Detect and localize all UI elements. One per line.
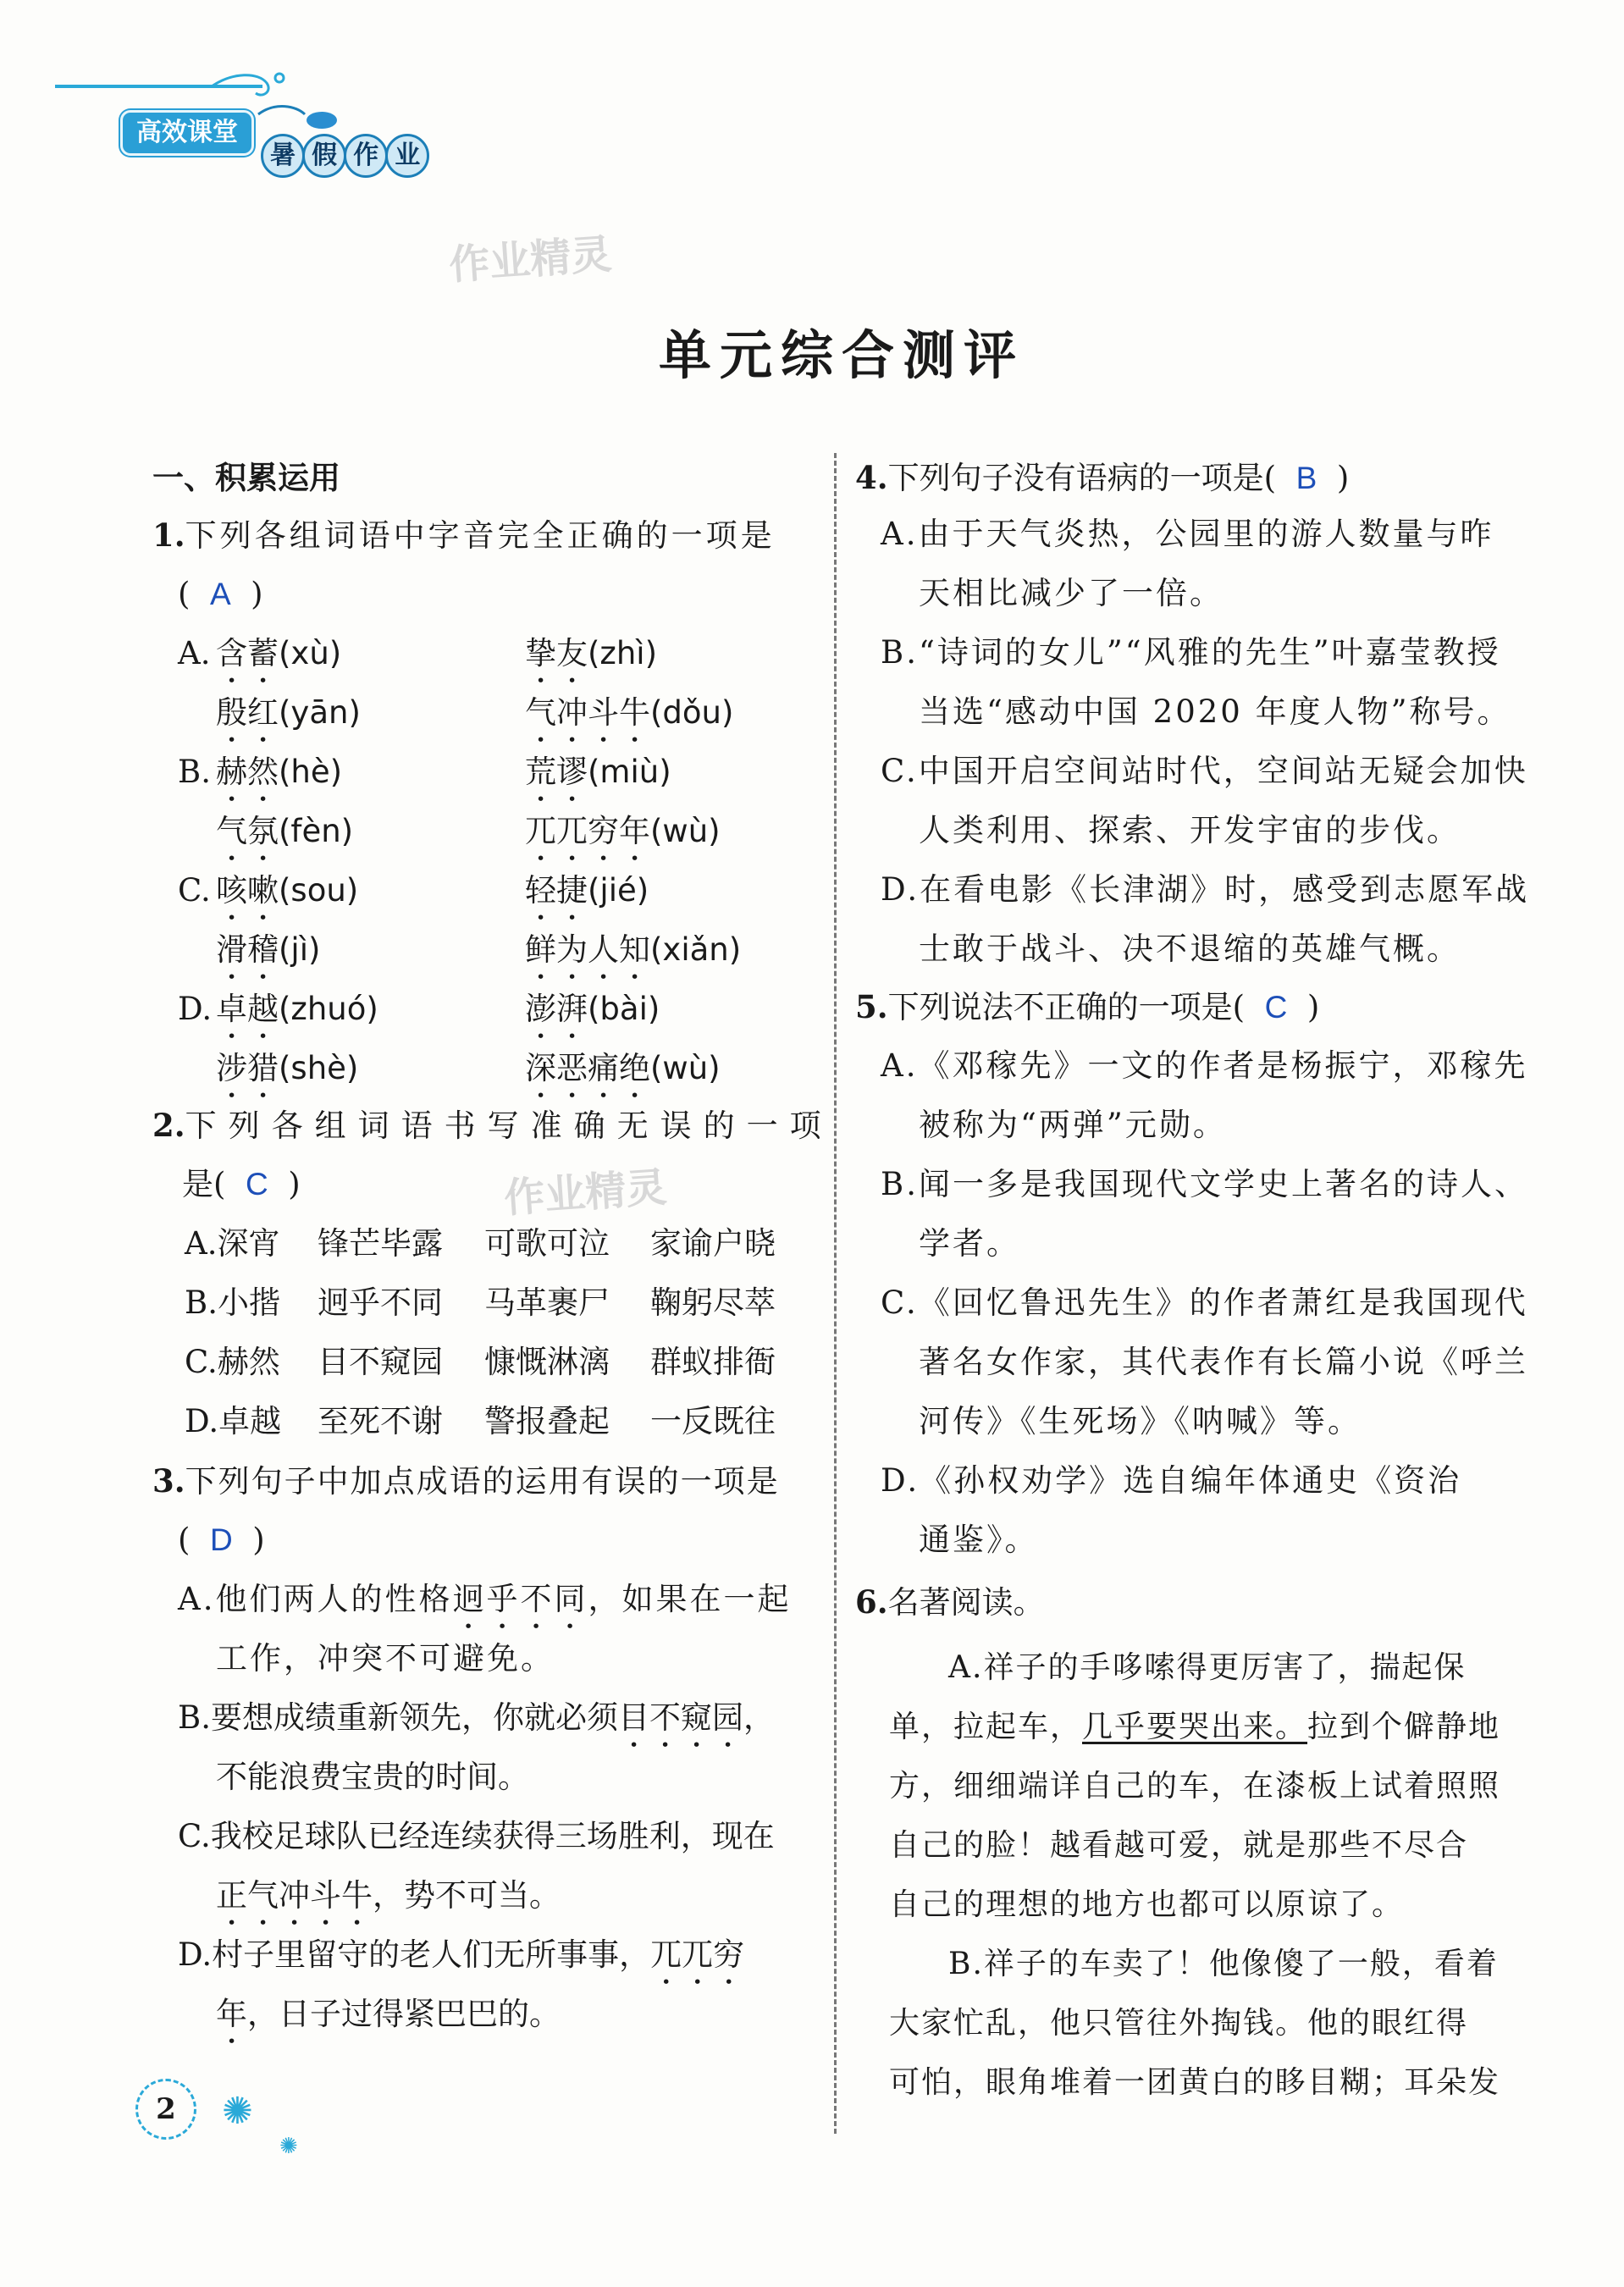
- dotted-word: 气氛: [216, 813, 279, 849]
- question-number: 6.: [855, 1583, 888, 1621]
- option-row: [178, 989, 821, 1046]
- option-label-word: D.卓越: [185, 1403, 282, 1439]
- option-text: ，日子过得紧巴巴的。: [247, 1996, 561, 2032]
- option-row: [178, 1048, 821, 1105]
- option-line: D.在看电影《长津湖》时，感受到志愿军战: [881, 871, 1530, 908]
- option-b: [178, 1698, 775, 1754]
- flower-icon: ✺: [222, 2090, 253, 2133]
- pinyin: (wù): [650, 1050, 721, 1086]
- option-word: 可歌可泣: [484, 1225, 610, 1262]
- pinyin: (xù): [279, 635, 342, 671]
- dotted-idiom: 目不窥园: [617, 1699, 743, 1736]
- option-word: 鞠躬尽萃: [650, 1284, 776, 1321]
- passage-text: 拉到个僻静地: [1307, 1710, 1501, 1744]
- answer-value: D: [209, 1522, 233, 1557]
- question-2-stem: [152, 1105, 833, 1146]
- option-label-word: A.深宵: [185, 1225, 280, 1262]
- question-3-stem: [152, 1461, 780, 1502]
- option-row: [178, 752, 821, 809]
- option-label-word: B.小揩: [185, 1284, 280, 1321]
- header-subtitle: [261, 134, 429, 181]
- question-number: 1.: [152, 517, 185, 554]
- question-number: 3.: [152, 1462, 185, 1500]
- pinyin: (hè): [279, 754, 343, 790]
- question-6-stem: [855, 1582, 1045, 1623]
- option-line: B.“诗词的女儿”“风雅的先生”叶嘉莹教授: [881, 634, 1501, 671]
- pinyin: (dǒu): [650, 694, 734, 731]
- question-text: 下列各组词语书写准确无误的一项: [185, 1108, 833, 1144]
- passage-line: 自己的理想的地方也都可以原谅了。: [889, 1887, 1405, 1922]
- option-word: 目不窥园: [318, 1344, 443, 1380]
- pinyin: (zhì): [588, 635, 658, 671]
- option-d: [178, 1935, 744, 1991]
- section-heading: 一、积累运用: [152, 459, 340, 496]
- dotted-word: 兀兀穷年: [525, 813, 650, 849]
- question-text: 下列句子没有语病的一项是: [887, 460, 1264, 496]
- subtitle-char: 业: [385, 134, 429, 178]
- option-word: 至死不谢: [318, 1403, 443, 1439]
- option-text: B.要想成绩重新领先，你就必须: [178, 1699, 618, 1736]
- passage-line: 可怕，眼角堆着一团黄白的眵目糊；耳朵发: [889, 2065, 1501, 2100]
- subtitle-char: 假: [302, 134, 346, 178]
- pinyin: (shè): [279, 1050, 359, 1086]
- option-label: B.: [178, 754, 211, 790]
- option-line: D.《孙权劝学》选自编年体通史《资治: [881, 1462, 1462, 1499]
- underlined-phrase: 几乎要哭出来。: [1082, 1710, 1308, 1744]
- dotted-word: 含蓄: [216, 635, 279, 671]
- option-word: 群蚁排衙: [650, 1344, 776, 1380]
- dotted-word: 气冲斗牛: [525, 694, 650, 731]
- dotted-idiom: 正气冲斗牛: [216, 1877, 373, 1914]
- option-line: 士敢于战斗、决不退缩的英雄气概。: [919, 931, 1461, 967]
- question-1-stem: [152, 515, 776, 556]
- option-word: 家谕户晓: [650, 1225, 776, 1262]
- pinyin: (fèn): [279, 813, 354, 849]
- option-word: 警报叠起: [484, 1403, 610, 1439]
- dotted-idiom: 迥乎不同: [452, 1581, 588, 1617]
- answer-value: C: [1264, 990, 1288, 1025]
- dotted-word: 荒谬: [525, 754, 588, 790]
- dotted-idiom: 兀兀穷: [650, 1936, 745, 1973]
- option-line: 被称为“两弹”元勋。: [919, 1107, 1227, 1143]
- page-number-badge: [135, 2079, 196, 2140]
- option-c: C.我校足球队已经连续获得三场胜利，现在: [178, 1818, 775, 1854]
- option-label: C.: [178, 872, 211, 909]
- passage-line: 大家忙乱，他只管往外掏钱。他的眼红得: [889, 2006, 1469, 2041]
- option-b-cont: 不能浪费宝贵的时间。: [216, 1759, 529, 1795]
- dotted-word: 轻捷: [525, 872, 588, 909]
- dotted-word: 殷红: [216, 694, 279, 731]
- answer-slot: ( A ): [178, 576, 263, 612]
- watermark: 作业精灵: [502, 1163, 669, 1223]
- option-a: [178, 1579, 791, 1636]
- option-line: B.闻一多是我国现代文学史上著名的诗人、: [881, 1166, 1528, 1202]
- pinyin: (zhuó): [279, 991, 378, 1027]
- dotted-word: 滑稽: [216, 931, 279, 968]
- answer-value: A: [209, 577, 231, 611]
- dotted-word: 挚友: [525, 635, 588, 671]
- header-badge: [120, 110, 254, 156]
- pinyin: (jì): [279, 931, 321, 968]
- reading-passage-a: [889, 1638, 1500, 1935]
- question-text: 下列各组词语中字音完全正确的一项是: [185, 517, 776, 554]
- passage-line: [889, 1698, 1500, 1757]
- passage-text: 单，拉起车，: [889, 1710, 1083, 1744]
- option-line: C.中国开启空间站时代，空间站无疑会加快: [881, 753, 1528, 789]
- dotted-word: 深恶痛绝: [525, 1050, 650, 1086]
- dotted-word: 鲜为人知: [525, 931, 650, 968]
- dotted-word: 咳嗽: [216, 872, 279, 909]
- option-text: A.他们两人的性格: [178, 1581, 453, 1617]
- page-number: 2: [156, 2092, 176, 2126]
- option-line: A.《邓稼先》一文的作者是杨振宁，邓稼先: [881, 1047, 1528, 1084]
- option-row: [178, 870, 821, 927]
- pinyin: (bài): [588, 991, 660, 1027]
- option-line: 河传》《生死场》《呐喊》等。: [919, 1403, 1362, 1439]
- option-line: 著名女作家，其代表作有长篇小说《呼兰: [919, 1344, 1528, 1380]
- pinyin: (sou): [279, 872, 359, 909]
- pinyin: (wù): [650, 813, 721, 849]
- passage-line: 方，细细端详自己的车，在漆板上试着照照: [889, 1769, 1501, 1804]
- answer-value: B: [1295, 461, 1317, 495]
- option-text: ，如果在一起: [588, 1581, 792, 1617]
- option-line: 学者。: [919, 1225, 1020, 1262]
- option-line: A.由于天气炎热，公园里的游人数量与昨: [881, 516, 1494, 552]
- passage-line: B.祥子的车卖了！他像傻了一般，看着: [948, 1947, 1499, 1981]
- question-text: 下列句子中加点成语的运用有误的一项是: [185, 1463, 780, 1500]
- option-c-cont: [216, 1875, 561, 1932]
- option-a-cont: 工作，冲突不可避免。: [216, 1640, 555, 1677]
- pinyin: (xiǎn): [650, 931, 742, 968]
- option-row: [178, 633, 821, 690]
- option-line: 当选“感动中国 2020 年度人物”称号。: [919, 693, 1511, 730]
- option-text: ，: [743, 1699, 775, 1736]
- header-badge-label: 高效课堂: [136, 118, 238, 147]
- option-label: D.: [178, 991, 213, 1027]
- question-number: 2.: [152, 1107, 185, 1144]
- pinyin: (jié): [588, 872, 649, 909]
- watermark: 作业精灵: [447, 230, 614, 290]
- question-5-stem: 5.下列说法不正确的一项是( C ): [855, 988, 1320, 1025]
- passage-line: 自己的脸！越看越可爱，就是那些不尽合: [889, 1828, 1469, 1863]
- option-line: 天相比减少了一倍。: [919, 575, 1224, 611]
- flower-icon: ✺: [279, 2134, 298, 2159]
- option-line: C.《回忆鲁迅先生》的作者萧红是我国现代: [881, 1284, 1528, 1321]
- passage-line: A.祥子的手哆嗦得更厉害了，揣起保: [948, 1650, 1467, 1685]
- page-title: 单元综合测评: [659, 324, 1025, 386]
- answer-slot: ( D ): [178, 1522, 265, 1558]
- option-word: 迥乎不同: [318, 1284, 443, 1321]
- dotted-word: 澎湃: [525, 991, 588, 1027]
- question-2-stem-cont: 是( C ): [182, 1166, 301, 1202]
- reading-passage-b: [889, 1935, 1500, 2113]
- option-word: 锋芒毕露: [318, 1225, 443, 1262]
- option-line: 人类利用、探索、开发宇宙的步伐。: [919, 812, 1461, 848]
- option-word: 马革裹尸: [484, 1284, 610, 1321]
- question-4-stem: 4.下列句子没有语病的一项是( B ): [855, 459, 1350, 496]
- answer-value: C: [245, 1167, 268, 1202]
- option-line: 通鉴》。: [919, 1522, 1039, 1558]
- subtitle-char: 暑: [261, 134, 305, 178]
- option-row: [178, 811, 821, 868]
- dotted-idiom: 年: [216, 1996, 247, 2032]
- option-text: ，势不可当。: [373, 1877, 561, 1914]
- option-label-word: C.赫然: [185, 1344, 280, 1380]
- option-word: 一反既往: [650, 1403, 776, 1439]
- option-d-cont: [216, 1994, 561, 2051]
- question-text: 名著阅读。: [887, 1584, 1045, 1621]
- question-text: 是: [182, 1166, 213, 1202]
- option-text: D.村子里留守的老人们无所事事，: [178, 1936, 651, 1973]
- option-label: A.: [178, 635, 211, 671]
- pinyin: (miù): [588, 754, 671, 790]
- pinyin: (yān): [279, 694, 361, 731]
- option-row: [178, 693, 821, 749]
- column-divider: [834, 453, 837, 2134]
- question-number: 5.: [855, 988, 888, 1025]
- subtitle-char: 作: [344, 134, 388, 178]
- option-word: 慷慨淋漓: [484, 1344, 610, 1380]
- option-row: [178, 930, 821, 986]
- dotted-word: 赫然: [216, 754, 279, 790]
- dotted-word: 涉猎: [216, 1050, 279, 1086]
- question-number: 4.: [855, 459, 888, 496]
- question-text: 下列说法不正确的一项是: [887, 989, 1233, 1025]
- dotted-word: 卓越: [216, 991, 279, 1027]
